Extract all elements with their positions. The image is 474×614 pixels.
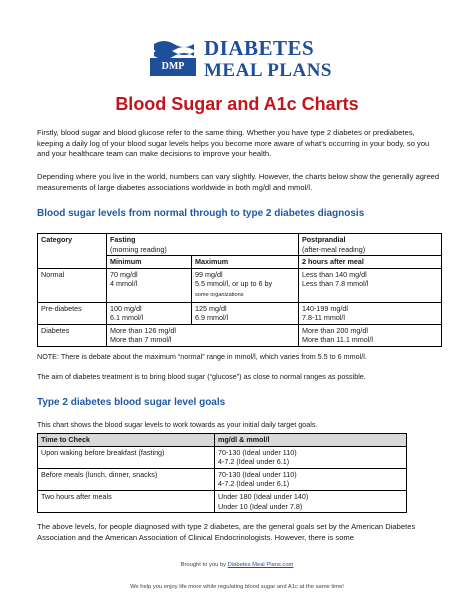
page-title: Blood Sugar and A1c Charts: [115, 94, 359, 114]
header-category: Category: [38, 234, 107, 269]
values-cell: 70-130 (Ideal under 110) 4-7.2 (Ideal under 6.1): [215, 446, 407, 468]
table-header-row: [38, 234, 442, 256]
table-row: [38, 302, 442, 324]
time-cell: Before meals (lunch, dinner, snacks): [38, 468, 215, 490]
table-row: [38, 446, 407, 468]
fasting-cell: More than 126 mg/dl More than 7 mmol/l: [107, 324, 299, 346]
category-cell: Pre-diabetes: [38, 302, 107, 324]
subheader-2hours: 2 hours after meal: [299, 256, 442, 269]
time-cell: Two hours after meals: [38, 490, 215, 512]
table-header-row: [38, 434, 407, 447]
note-text: NOTE: There is debate about the maximum “normal” range in mmol/l, which varies from 5.5 to 6 mmol/l.: [37, 352, 367, 361]
values-cell: 70-130 (Ideal under 110) 4-7.2 (Ideal under 6.1): [215, 468, 407, 490]
website-link[interactable]: Diabetes Meal Plans.com: [227, 562, 294, 568]
maximum-cell: 125 mg/dl 6.9 mmol/l: [192, 302, 299, 324]
subheader-minimum: Minimum: [107, 256, 192, 269]
minimum-cell: 70 mg/dl 4 mmol/l: [107, 268, 192, 302]
table-row: [38, 490, 407, 512]
section2-heading: Type 2 diabetes blood sugar level goals: [37, 397, 226, 408]
table-row: [38, 468, 407, 490]
header-time: Time to Check: [38, 434, 215, 447]
footer-tagline: We help you enjoy life more while regulating blood sugar and A1c at the same time!: [130, 584, 344, 590]
diagnosis-table: [37, 233, 442, 347]
category-cell: Normal: [38, 268, 107, 302]
section2-intro: This chart shows the blood sugar levels to work towards as your initial daily target goals.: [37, 420, 318, 429]
intro-paragraph-2: Depending where you live in the world, numbers can vary slightly. However, the charts below show the generally agreed measurements of large diabetes associations worldwide in both mg/dl and mmol/l.: [37, 172, 440, 192]
subheader-maximum: Maximum: [192, 256, 299, 269]
logo-title-line2: MEAL PLANS: [204, 60, 332, 81]
header-postprandial: Postprandial (after-meal reading): [299, 234, 442, 256]
section1-heading: Blood sugar levels from normal through to type 2 diabetes diagnosis: [37, 208, 365, 219]
intro-paragraph-1: Firstly, blood sugar and blood glucose refer to the same thing. Whether you have type 2 diabetes or prediabetes, keeping a daily log of your blood sugar levels helps you become more aware of what’s occurring in your body, so you and your healthcare team can make decisions to improve your health.: [37, 128, 430, 158]
postprandial-cell: More than 200 mg/dl More than 11.1 mmol/l: [299, 324, 442, 346]
header-fasting: Fasting (morning reading): [107, 234, 299, 256]
values-cell: Under 180 (Ideal under 140) Under 10 (Ideal under 7.8): [215, 490, 407, 512]
postprandial-cell: 140-199 mg/dl 7.8-11 mmol/l: [299, 302, 442, 324]
logo-mark-text: DMP: [150, 58, 196, 76]
closing-paragraph: The above levels, for people diagnosed with type 2 diabetes, are the general goals set by the American Diabetes Association and the American Association of Clinical Endocrinologists. However, there is some: [37, 522, 416, 542]
header-values: mg/dl & mmol/l: [215, 434, 407, 447]
aim-text: The aim of diabetes treatment is to bring blood sugar (“glucose”) as close to normal ranges as possible.: [37, 372, 366, 381]
goals-table: [37, 433, 407, 513]
category-cell: Diabetes: [38, 324, 107, 346]
logo-title-line1: DIABETES: [204, 36, 315, 60]
table-row: [38, 268, 442, 302]
time-cell: Upon waking before breakfast (fasting): [38, 446, 215, 468]
footer-brought: Brought to you by Diabetes Meal Plans.com: [180, 562, 294, 568]
minimum-cell: 100 mg/dl 6.1 mmol/l: [107, 302, 192, 324]
postprandial-cell: Less than 140 mg/dl Less than 7.8 mmol/l: [299, 268, 442, 302]
brand-logo: [150, 30, 340, 86]
table-row: [38, 324, 442, 346]
maximum-cell: 99 mg/dl 5.5 mmol/l, or up to 6 by some organizations: [192, 268, 299, 302]
